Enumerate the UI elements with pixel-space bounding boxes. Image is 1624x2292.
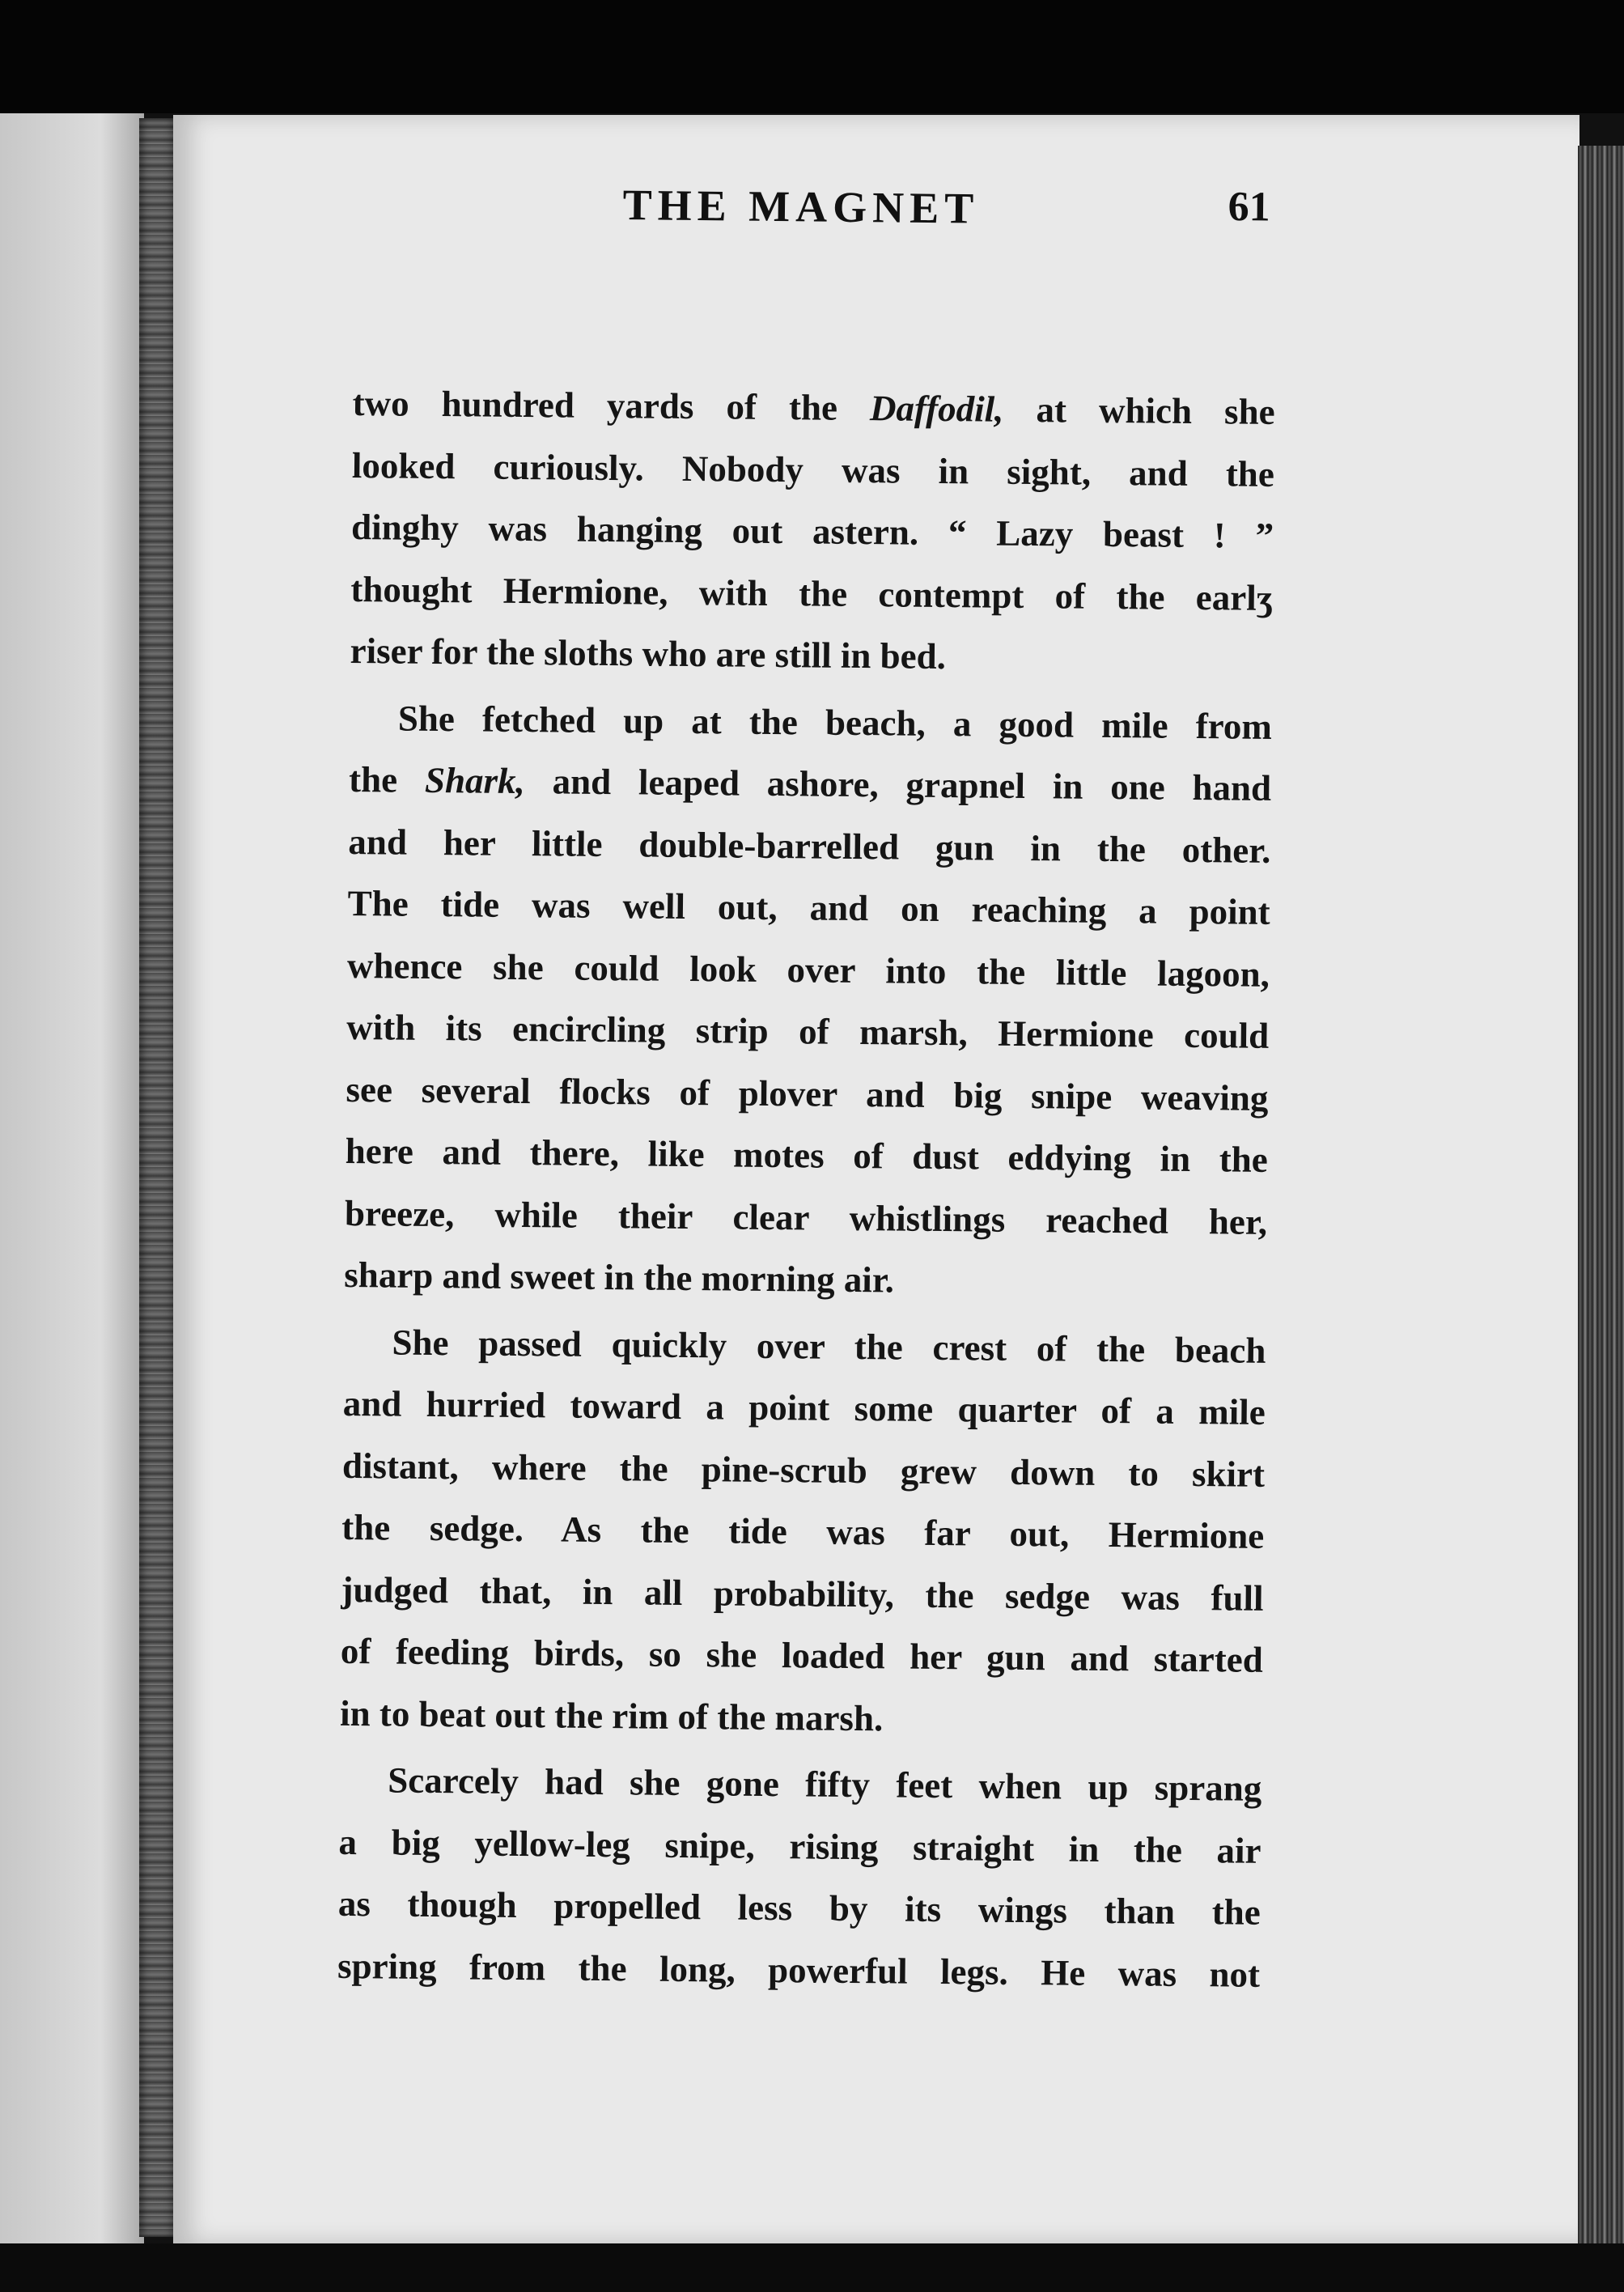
- italic-ship-name: Shark,: [424, 759, 526, 802]
- text-line: as though propelled less by its wings than the: [337, 1882, 1261, 1933]
- text-line: in to beat out the rim of the marsh.: [339, 1692, 884, 1738]
- text-line: The tide was well out, and on reaching a point: [347, 882, 1270, 932]
- text-line: see several flocks of plover and big snipe weaving: [346, 1068, 1269, 1118]
- text-line: whence she could look over into the little lagoon,: [346, 944, 1270, 995]
- text-line: spring from the long, powerful legs. He was not: [337, 1945, 1261, 1995]
- text-line: of feeding birds, so she loaded her gun and started: [340, 1630, 1264, 1680]
- italic-ship-name: Daffodil,: [869, 388, 1004, 430]
- text-line: with its encircling strip of marsh, Hermione could: [346, 1006, 1270, 1056]
- text-line: judged that, in all probability, the sedge was full: [341, 1568, 1264, 1619]
- text-line: breeze, while their clear whistlings reached her,: [344, 1192, 1268, 1242]
- text-line: distant, where the pine-scrub grew down to skirt: [341, 1445, 1266, 1495]
- text-line: and her little double-barrelled gun in the other.: [348, 821, 1271, 871]
- book-gutter: [139, 118, 176, 2237]
- text-line: two hundred yards of the Daffodil, at which she: [352, 382, 1275, 432]
- left-page-edge: [0, 113, 144, 2243]
- text-line: the Shark, and leaped ashore, grapnel in one hand: [348, 758, 1272, 809]
- text-line: a big yellow-leg snipe, rising straight in the air: [338, 1821, 1261, 1871]
- text-line: sharp and sweet in the morning air.: [344, 1254, 895, 1301]
- text-line: here and there, like motes of dust eddying in the: [345, 1130, 1268, 1180]
- running-title: THE MAGNET: [622, 180, 980, 233]
- text-line: She fetched up at the beach, a good mile from: [397, 698, 1273, 747]
- bottom-shadow: [0, 2243, 1624, 2292]
- text-line: riser for the sloths who are still in bed.: [350, 630, 947, 677]
- text-line: She passed quickly over the crest of the beach: [392, 1322, 1266, 1371]
- page-stack-edge: [1578, 146, 1624, 2250]
- text-line: Scarcely had she gone fifty feet when up sprang: [388, 1759, 1262, 1809]
- text-line: the sedge. As the tide was far out, Hermione: [341, 1506, 1265, 1556]
- page-number: 61: [1228, 183, 1270, 231]
- text-line: looked curiously. Nobody was in sight, and the: [351, 444, 1275, 494]
- text-line: dinghy was hanging out astern. “ Lazy beast ! ”: [350, 506, 1274, 556]
- text-line: thought Hermione, with the contempt of the earlʒ: [350, 568, 1274, 618]
- body-text: [337, 372, 1275, 2005]
- text-line: and hurried toward a point some quarter of a mile: [342, 1382, 1266, 1432]
